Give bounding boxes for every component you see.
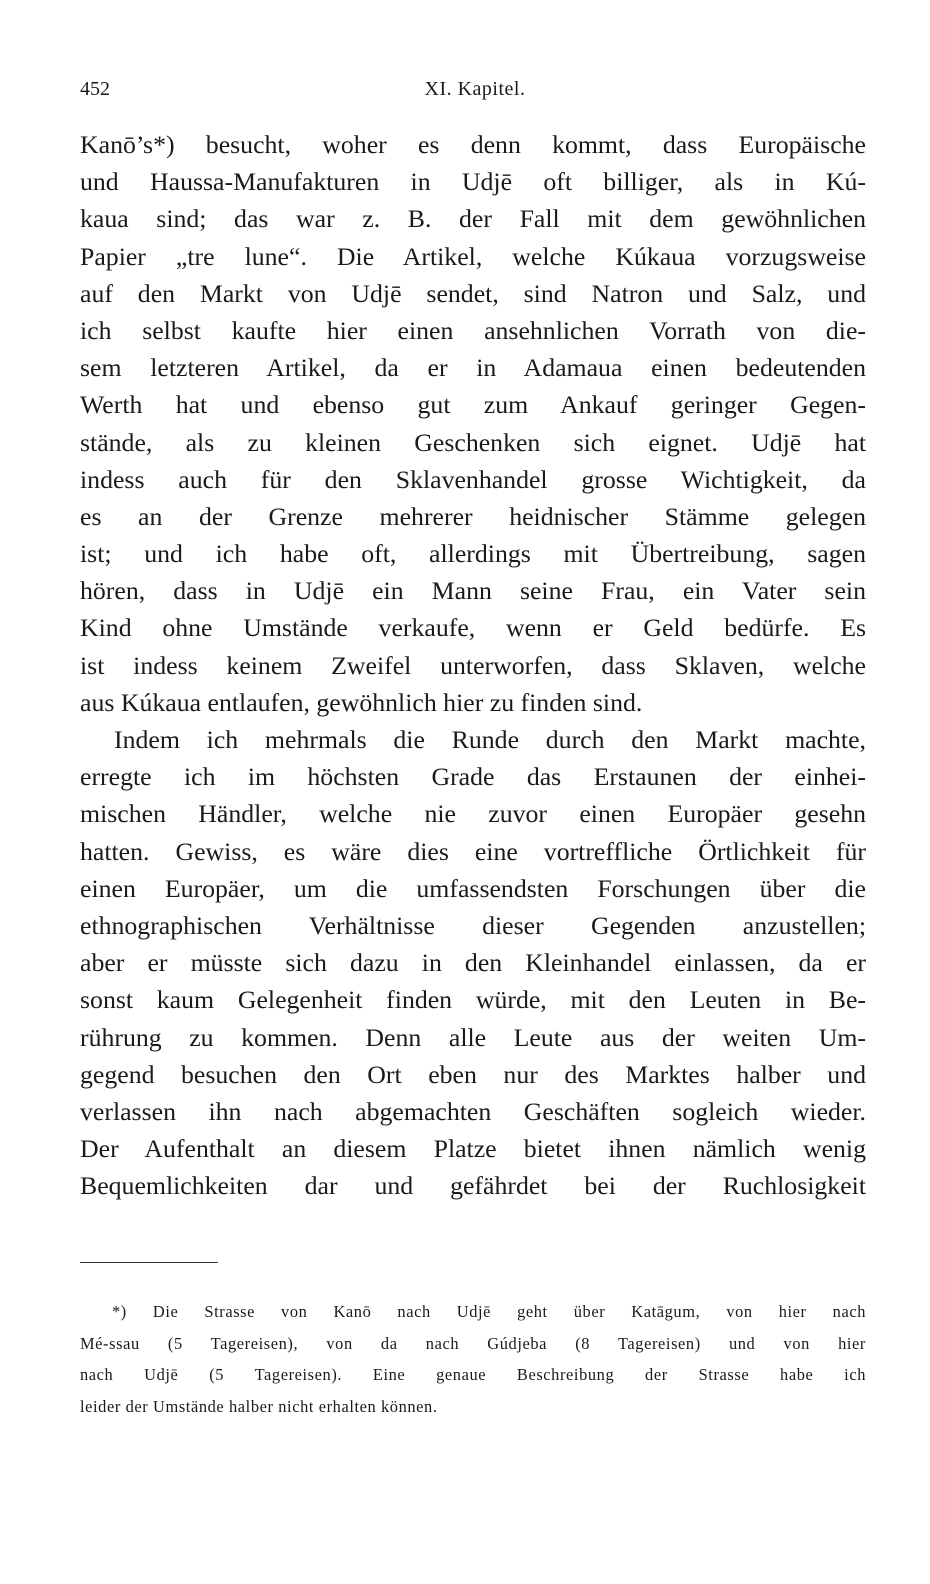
text-line: es an der Grenze mehrerer heidnischer Stämme gelegen xyxy=(80,501,866,531)
text-line: stände, als zu kleinen Geschenken sich eignet. Udjē hat xyxy=(80,427,866,457)
text-line: indess auch für den Sklavenhandel grosse Wichtigkeit, da xyxy=(80,464,866,494)
text-line: Papier „tre lune“. Die Artikel, welche Kúkaua vorzugsweise xyxy=(80,241,866,271)
text-line: hatten. Gewiss, es wäre dies eine vortreffliche Örtlichkeit für xyxy=(80,836,866,866)
text-line: sonst kaum Gelegenheit finden würde, mit den Leuten in Be- xyxy=(80,985,866,1015)
text-line: sem letzteren Artikel, da er in Adamaua einen bedeutenden xyxy=(80,353,866,383)
text-line: mischen Händler, welche nie zuvor einen Europäer gesehn xyxy=(80,799,866,829)
footnote-divider xyxy=(80,1262,218,1263)
text-line: ist; und ich habe oft, allerdings mit Übertreibung, sagen xyxy=(80,539,866,569)
page-header xyxy=(80,78,870,112)
footnote-line: nach Udjē (5 Tagereisen). Eine genaue Beschreibung der Strasse habe ich xyxy=(80,1365,866,1385)
text-line: einen Europäer, um die umfassendsten Forschungen über die xyxy=(80,873,866,903)
text-line: rührung zu kommen. Denn alle Leute aus der weiten Um- xyxy=(80,1022,866,1052)
text-line: ist indess keinem Zweifel unterworfen, dass Sklaven, welche xyxy=(80,650,866,680)
text-line: erregte ich im höchsten Grade das Erstaunen der einhei- xyxy=(80,762,866,792)
text-line: verlassen ihn nach abgemachten Geschäften sogleich wieder. xyxy=(80,1096,866,1126)
footnote-line: *) Die Strasse von Kanō nach Udjē geht über Katāgum, von hier nach xyxy=(112,1302,866,1321)
text-line: und Haussa-Manufakturen in Udjē oft billiger, als in Kú- xyxy=(80,167,866,197)
text-line: hören, dass in Udjē ein Mann seine Frau, ein Vater sein xyxy=(80,576,866,606)
text-line: aus Kúkaua entlaufen, gewöhnlich hier zu finden sind. xyxy=(80,687,643,717)
footnote xyxy=(80,1296,866,1423)
text-line: gegend besuchen den Ort eben nur des Marktes halber und xyxy=(80,1059,866,1089)
text-line: ich selbst kaufte hier einen ansehnlichen Vorrath von die- xyxy=(80,315,866,345)
text-line: ethnographischen Verhältnisse dieser Gegenden anzustellen; xyxy=(80,910,866,940)
chapter-title: XI. Kapitel. xyxy=(424,78,526,100)
main-text xyxy=(80,126,866,1204)
page-number: 452 xyxy=(80,78,110,100)
footnote-line: Mé-ssau (5 Tagereisen), von da nach Gúdjeba (8 Tagereisen) und von hier xyxy=(80,1333,866,1353)
text-line: auf den Markt von Udjē sendet, sind Natron und Salz, und xyxy=(80,278,866,308)
text-line: aber er müsste sich dazu in den Kleinhandel einlassen, da er xyxy=(80,948,866,978)
footnote-line: leider der Umstände halber nicht erhalten können. xyxy=(80,1397,438,1417)
text-line: Indem ich mehrmals die Runde durch den Markt machte, xyxy=(114,725,866,754)
text-line: Der Aufenthalt an diesem Platze bietet ihnen nämlich wenig xyxy=(80,1134,866,1164)
text-line: Kanō’s*) besucht, woher es denn kommt, dass Europäische xyxy=(80,130,866,159)
text-line: Werth hat und ebenso gut zum Ankauf geringer Gegen- xyxy=(80,390,866,420)
text-line: Kind ohne Umstände verkaufe, wenn er Geld bedürfe. Es xyxy=(80,613,866,643)
text-line: kaua sind; das war z. B. der Fall mit dem gewöhnlichen xyxy=(80,204,866,234)
text-line: Bequemlichkeiten dar und gefährdet bei der Ruchlosigkeit xyxy=(80,1171,866,1201)
